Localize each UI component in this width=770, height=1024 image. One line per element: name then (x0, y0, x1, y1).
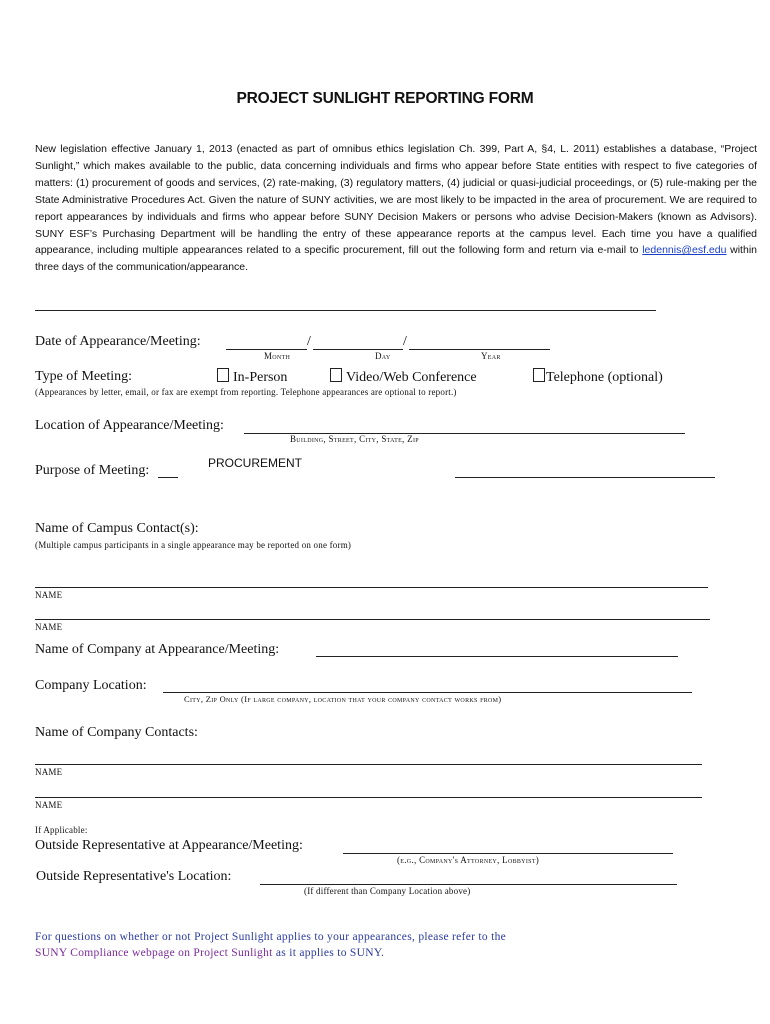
option-telephone[interactable]: Telephone (optional) (533, 368, 663, 386)
month-caption: Month (264, 351, 291, 361)
checkbox-icon[interactable] (533, 368, 545, 382)
date-label: Date of Appearance/Meeting: (35, 334, 201, 349)
compliance-link[interactable]: SUNY Compliance webpage on Project Sunlight (35, 947, 273, 959)
footer-line-2: SUNY Compliance webpage on Project Sunlight as it applies to SUNY. (35, 947, 385, 959)
intro-text: New legislation effective January 1, 2013 (enacted as part of omnibus ethics legislation Ch. 399, Part A, §4, L. 2011) establishes a database, “Project Sunlight,” which makes available to the public, data concerning individuals and firms who appear before State entities with respect to five categories of matters: (1) procurement of goods and services, (2) rate-making, (3) regulatory matters, (4) judicial or quasi-judicial proceedings, or (5) rule-making per the State Administrative Procedures Act. Given the nature of SUNY activities, we are most likely to be impacted in the area of procurement. We are required to report appearances by individuals and firms who appear before SUNY Decision Makers or persons who advise Decision-Makers (known as Advisors). SUNY ESF’s Purchasing Department will be handling the entry of these appearance reports at the campus level. Each time you have a qualified appearance, including multiple appearances related to a specific procurement, fill out the following form and return via e-mail to (35, 143, 757, 257)
type-note: (Appearances by letter, email, or fax are exempt from reporting. Telephone appearances are optional to report.) (35, 387, 457, 397)
company-location-field[interactable] (163, 692, 692, 693)
type-label: Type of Meeting: (35, 369, 132, 384)
intro-text-end: within three days of the communication/appearance. (35, 244, 757, 274)
purpose-field[interactable] (455, 477, 715, 478)
company-contacts-label: Name of Company Contacts: (35, 725, 198, 740)
year-caption: Year (481, 351, 501, 361)
year-field[interactable] (409, 349, 550, 350)
campus-contact-field-1[interactable] (35, 587, 708, 588)
date-separator: / (403, 334, 407, 349)
campus-contact-field-2[interactable] (35, 619, 710, 620)
outside-location-hint: (If different than Company Location above) (304, 886, 471, 896)
company-name-field[interactable] (316, 656, 678, 657)
outside-location-field[interactable] (260, 884, 677, 885)
email-link[interactable]: ledennis@esf.edu (642, 244, 727, 257)
campus-contact-note: (Multiple campus participants in a single appearance may be reported on one form) (35, 540, 352, 550)
outside-rep-field[interactable] (343, 853, 673, 854)
option-in-person[interactable]: In-Person (217, 368, 287, 386)
company-location-hint: City, Zip Only (If large company, location that your company contact works from) (184, 694, 502, 704)
form-title: PROJECT SUNLIGHT REPORTING FORM (236, 90, 534, 107)
day-field[interactable] (313, 349, 403, 350)
section-divider (35, 310, 656, 311)
outside-rep-label: Outside Representative at Appearance/Meeting: (35, 838, 303, 853)
day-caption: Day (375, 351, 391, 361)
location-hint: Building, Street, City, State, Zip (290, 434, 419, 444)
date-separator: / (307, 334, 311, 349)
company-location-label: Company Location: (35, 678, 147, 693)
company-name-label: Name of Company at Appearance/Meeting: (35, 642, 280, 657)
footer-line-1: For questions on whether or not Project Sunlight applies to your appearances, please refer to the (35, 931, 507, 943)
intro-paragraph (35, 141, 757, 276)
campus-contact-label: Name of Campus Contact(s): (35, 521, 199, 536)
name-caption: NAME (35, 590, 63, 600)
company-contact-field-2[interactable] (35, 797, 702, 798)
name-caption: NAME (35, 767, 63, 777)
location-label: Location of Appearance/Meeting: (35, 418, 224, 433)
option-video[interactable]: Video/Web Conference (330, 368, 477, 386)
outside-rep-hint: (e.g., Company's Attorney, Lobbyist) (397, 855, 540, 865)
checkbox-icon[interactable] (330, 368, 342, 382)
if-applicable-note: If Applicable: (35, 825, 88, 835)
purpose-value[interactable]: PROCUREMENT (208, 456, 303, 470)
name-caption: NAME (35, 622, 63, 632)
month-field[interactable] (226, 349, 307, 350)
purpose-label: Purpose of Meeting: (35, 463, 150, 478)
name-caption: NAME (35, 800, 63, 810)
outside-location-label: Outside Representative's Location: (36, 869, 232, 884)
purpose-field-short (158, 477, 178, 478)
company-contact-field-1[interactable] (35, 764, 702, 765)
checkbox-icon[interactable] (217, 368, 229, 382)
